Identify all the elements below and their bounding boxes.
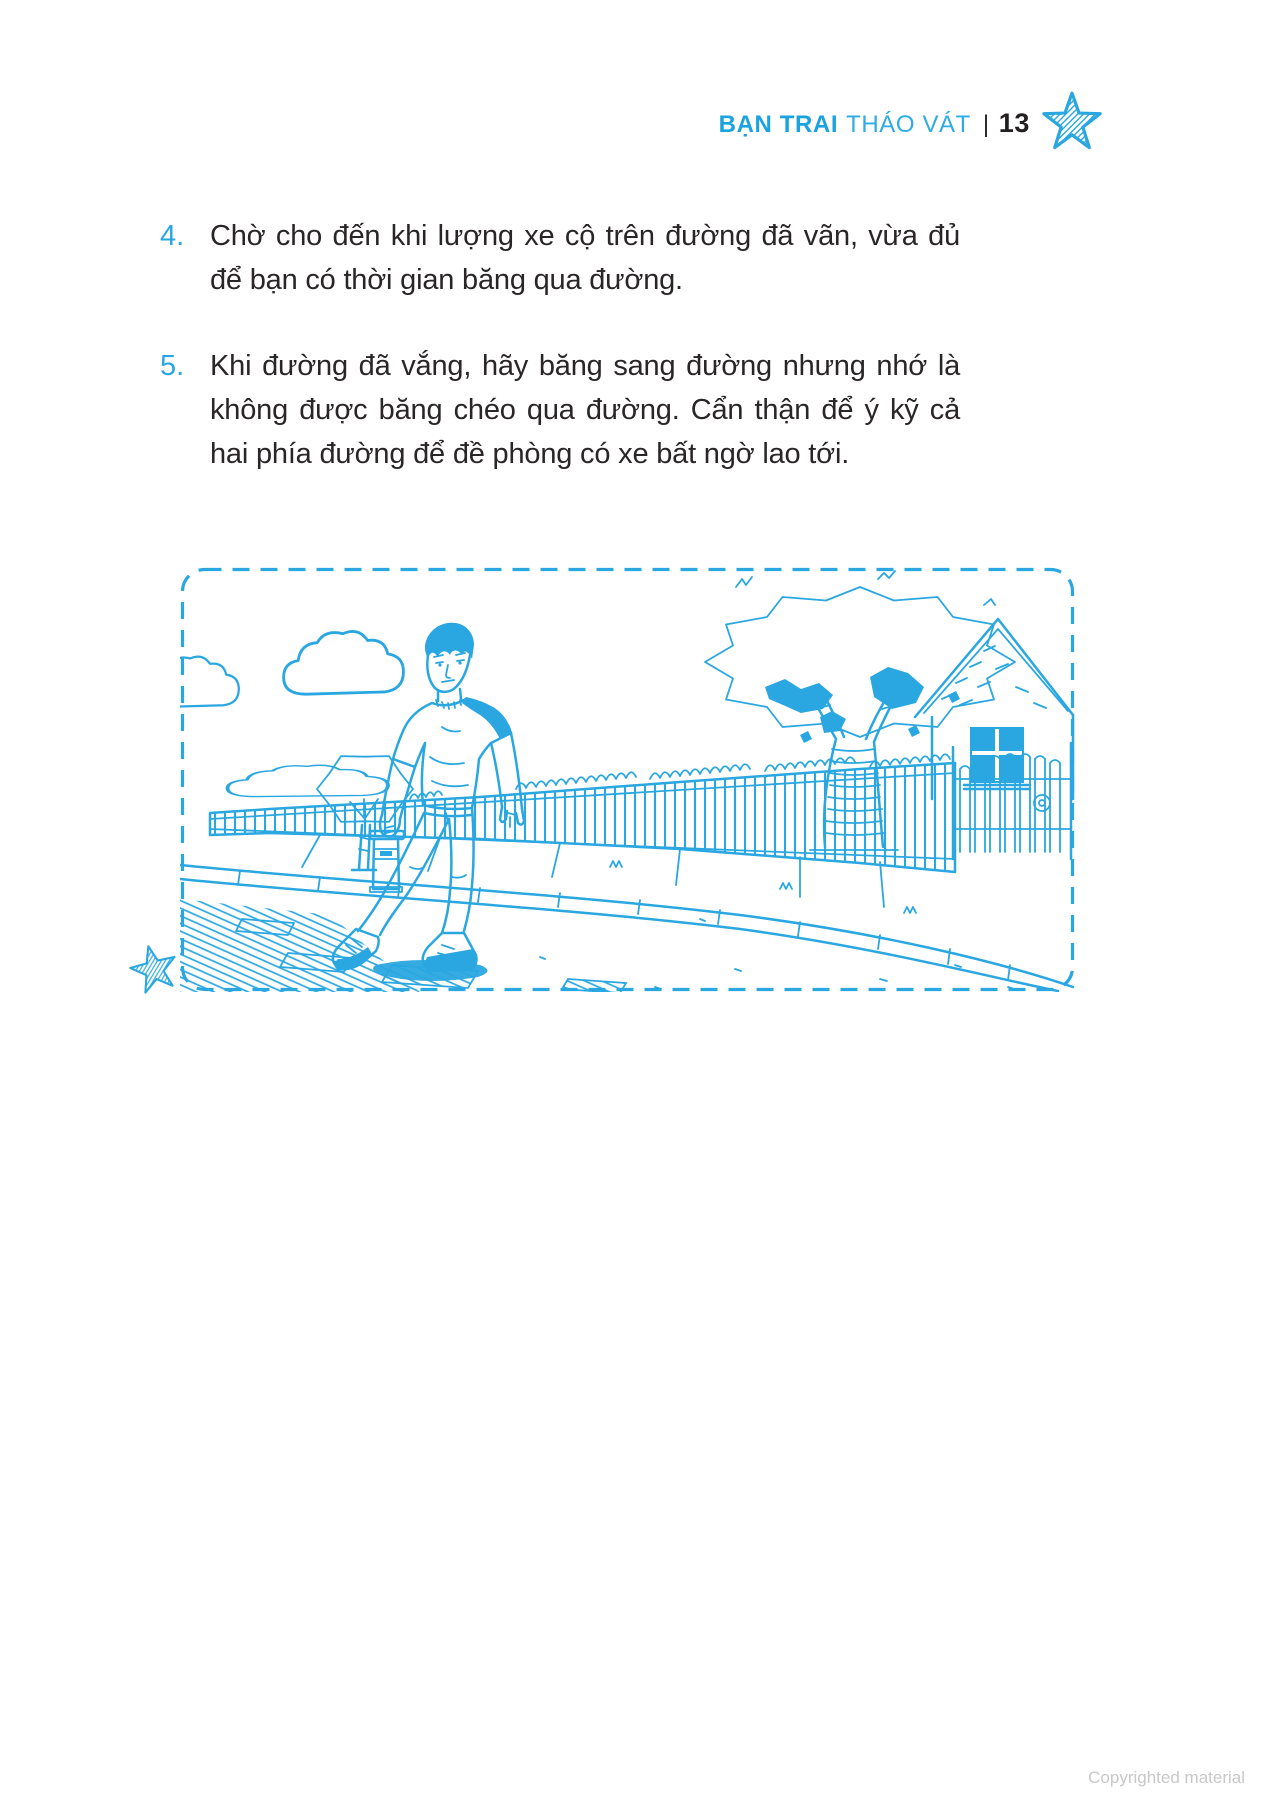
header-separator: | xyxy=(982,111,990,138)
corner-star-icon xyxy=(122,935,186,1004)
content-list xyxy=(160,214,960,518)
street-crossing-illustration xyxy=(180,567,1075,992)
header-star-icon xyxy=(1040,86,1104,158)
list-item xyxy=(160,344,960,476)
list-item-text: Chờ cho đến khi lượng xe cộ trên đường đã vãn, vừa đủ để bạn có thời gian băng qua đường. xyxy=(210,220,960,296)
header-title-bold: BẠN TRAI xyxy=(718,111,839,138)
list-item xyxy=(160,214,960,302)
hair xyxy=(425,623,474,659)
illustration-frame xyxy=(180,567,1075,992)
picket-fence xyxy=(210,763,955,872)
page-header xyxy=(0,108,1030,139)
list-item-text: Khi đường đã vắng, hãy băng sang đường nhưng nhớ là không được băng chéo qua đường. Cẩn thận để ý kỹ cả hai phía đường để đề phòng có xe bất ngờ lao tới. xyxy=(210,350,960,470)
header-title-light: THÁO VÁT xyxy=(846,111,971,138)
list-item-number: 5. xyxy=(160,350,185,382)
cloud-icons xyxy=(180,631,403,796)
page-number: 13 xyxy=(998,108,1030,138)
copyright-notice: Copyrighted material xyxy=(1088,1768,1245,1787)
list-item-number: 4. xyxy=(160,220,185,252)
